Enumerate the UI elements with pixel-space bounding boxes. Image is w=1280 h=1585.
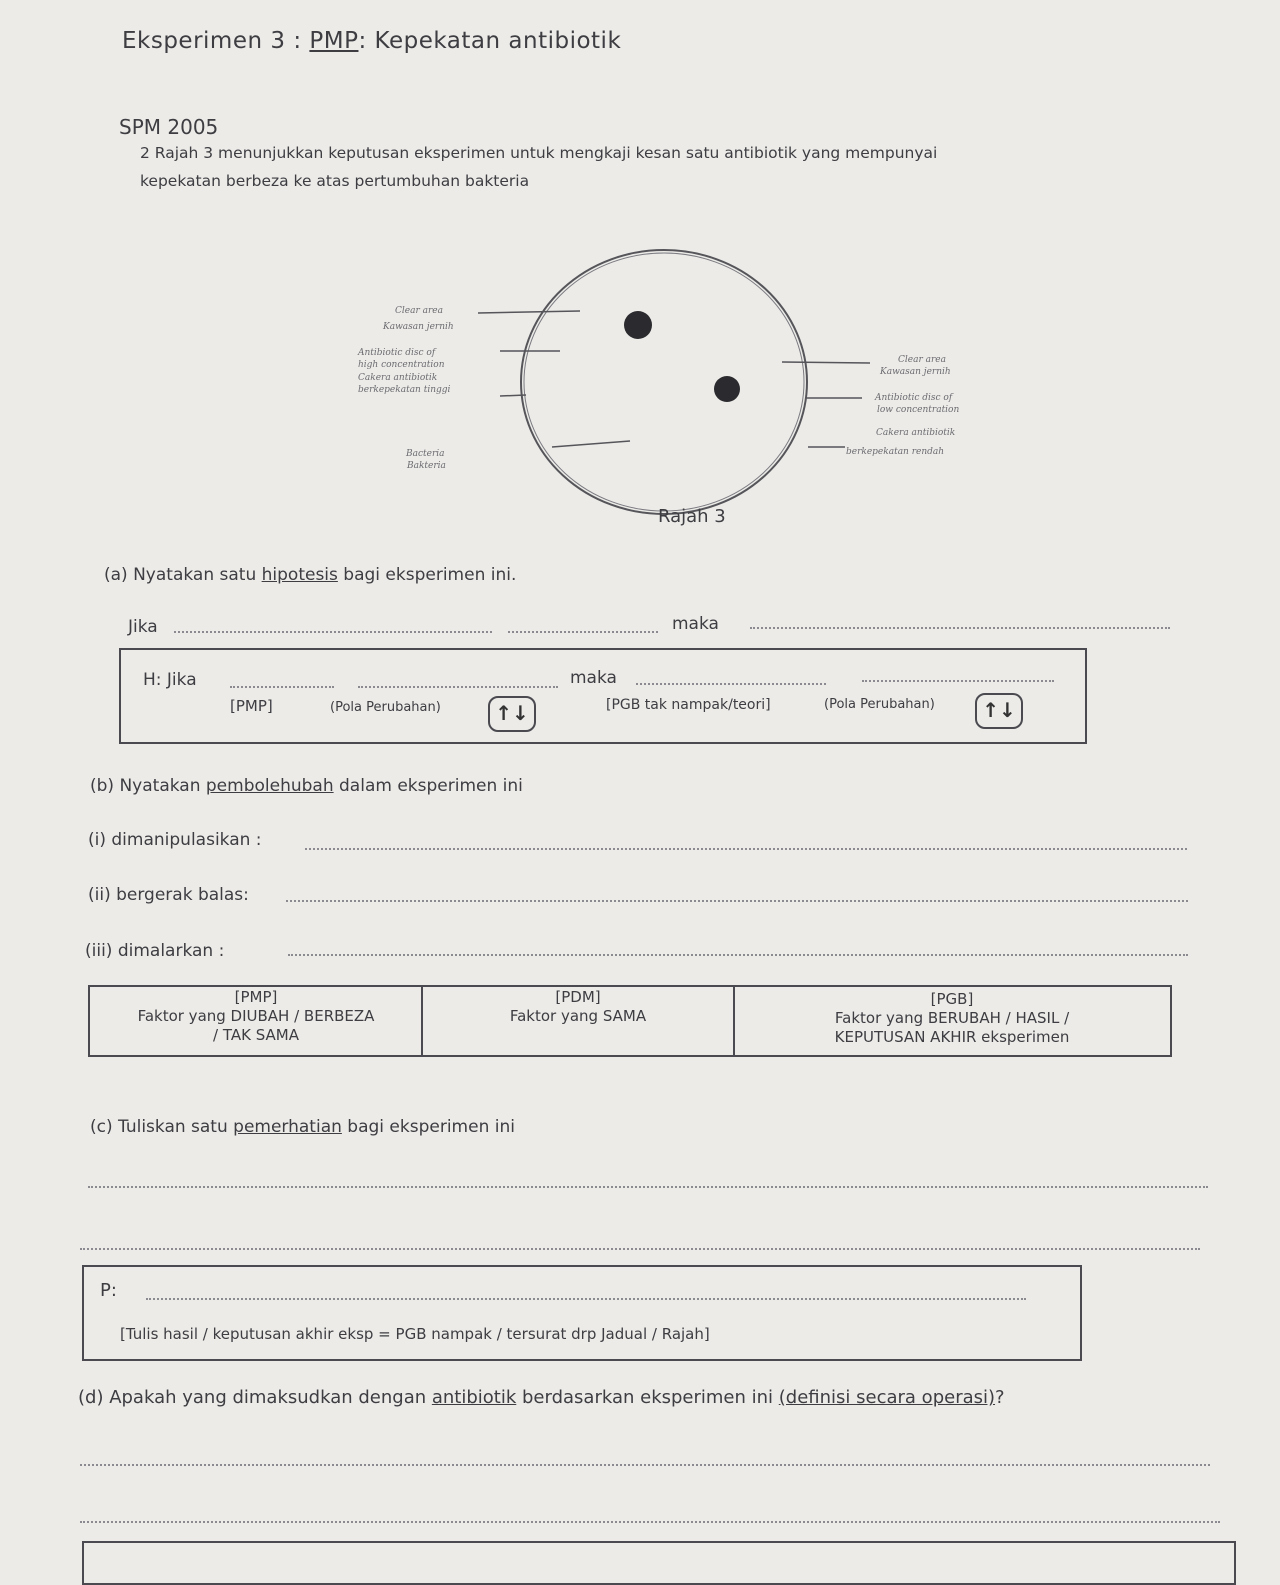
- label-clear-area-left: Clear area: [395, 306, 443, 316]
- hypothesis-line-4[interactable]: [862, 680, 1054, 682]
- observation-p-label: P:: [100, 1280, 117, 1301]
- label-high-concentration: high concentration: [358, 360, 445, 370]
- responding-answer-line[interactable]: [286, 900, 1188, 902]
- exam-year: SPM 2005: [119, 115, 219, 139]
- jika-label: Jika: [128, 617, 158, 637]
- hypothesis-line-1[interactable]: [230, 686, 334, 688]
- hypothesis-line-2[interactable]: [358, 686, 558, 688]
- part-d-question: (d) Apakah yang dimaksudkan dengan antibiotik berdasarkan eksperimen ini (definisi secara operasi)?: [78, 1387, 1005, 1408]
- page-title: Eksperimen 3 : PMP: Kepekatan antibiotik: [122, 28, 622, 54]
- hypothesis-box: [119, 648, 1087, 744]
- constant-label: (iii) dimalarkan :: [85, 941, 225, 961]
- pgb-tag: [PGB tak nampak/teori]: [606, 697, 771, 713]
- figure-caption: Rajah 3: [658, 506, 726, 527]
- label-disc-low-my: Cakera antibiotik: [876, 428, 956, 438]
- question-line-1: 2 Rajah 3 menunjukkan keputusan eksperimen untuk mengkaji kesan satu antibiotik yang mempunyai: [140, 144, 938, 162]
- part-c-question: (c) Tuliskan satu pemerhatian bagi eksperimen ini: [90, 1117, 515, 1137]
- label-kawasan-jernih-left: Kawasan jernih: [383, 322, 454, 332]
- maka-label: maka: [672, 614, 719, 634]
- next-box-edge: [82, 1541, 1236, 1585]
- manipulated-answer-line[interactable]: [305, 848, 1187, 850]
- label-clear-area-right: Clear area: [898, 355, 946, 365]
- part-a-question: (a) Nyatakan satu hipotesis bagi eksperimen ini.: [104, 565, 517, 585]
- manipulated-label: (i) dimanipulasikan :: [88, 830, 262, 850]
- constant-answer-line[interactable]: [288, 954, 1188, 956]
- label-disc-low-en: Antibiotic disc of: [875, 393, 953, 403]
- label-bakteria: Bakteria: [407, 461, 446, 471]
- jika-answer-line-2[interactable]: [508, 631, 658, 633]
- jika-answer-line-1[interactable]: [174, 631, 492, 633]
- maka-answer-line[interactable]: [750, 627, 1170, 629]
- pola-perubahan-2: (Pola Perubahan): [824, 697, 935, 712]
- label-kawasan-jernih-right: Kawasan jernih: [880, 367, 951, 377]
- observation-note: [Tulis hasil / keputusan akhir eksp = PGB nampak / tersurat drp Jadual / Rajah]: [120, 1325, 710, 1343]
- label-kepekatan-rendah: berkepekatan rendah: [846, 447, 945, 457]
- up-down-arrows-icon: ↑↓: [488, 696, 536, 732]
- observation-line-2[interactable]: [80, 1248, 1200, 1250]
- petri-dish-figure: [0, 0, 1280, 520]
- observation-p-line[interactable]: [146, 1298, 1026, 1300]
- hypothesis-jika-label: H: Jika: [143, 670, 197, 690]
- label-disc-high-my: Cakera antibiotik: [358, 373, 438, 383]
- hypothesis-line-3[interactable]: [636, 683, 826, 685]
- label-bacteria: Bacteria: [406, 449, 445, 459]
- observation-line-1[interactable]: [88, 1186, 1208, 1188]
- petri-dish: [521, 250, 807, 514]
- part-b-question: (b) Nyatakan pembolehubah dalam eksperimen ini: [90, 776, 523, 796]
- pmp-tag: [PMP]: [230, 697, 273, 715]
- pmp-cell: [PMP] Faktor yang DIUBAH / BERBEZA / TAK SAMA: [137, 988, 375, 1044]
- pola-perubahan-1: (Pola Perubahan): [330, 700, 441, 715]
- hypothesis-maka-label: maka: [570, 668, 617, 688]
- label-kepekatan-tinggi: berkepekatan tinggi: [358, 385, 451, 395]
- definition-line-2[interactable]: [80, 1521, 1220, 1523]
- definition-line-1[interactable]: [80, 1464, 1210, 1466]
- high-concentration-disc: [624, 311, 652, 339]
- question-line-2: kepekatan berbeza ke atas pertumbuhan bakteria: [140, 172, 530, 190]
- low-concentration-disc: [714, 376, 740, 402]
- up-down-arrows-icon-2: ↑↓: [975, 693, 1023, 729]
- pdm-cell: [PDM] Faktor yang SAMA: [509, 988, 647, 1025]
- label-low-concentration: low concentration: [877, 405, 960, 415]
- observation-box: [82, 1265, 1082, 1361]
- label-disc-high-en: Antibiotic disc of: [358, 348, 436, 358]
- pgb-cell: [PGB] Faktor yang BERUBAH / HASIL / KEPUTUSAN AKHIR eksperimen: [834, 990, 1070, 1046]
- responding-label: (ii) bergerak balas:: [88, 885, 249, 905]
